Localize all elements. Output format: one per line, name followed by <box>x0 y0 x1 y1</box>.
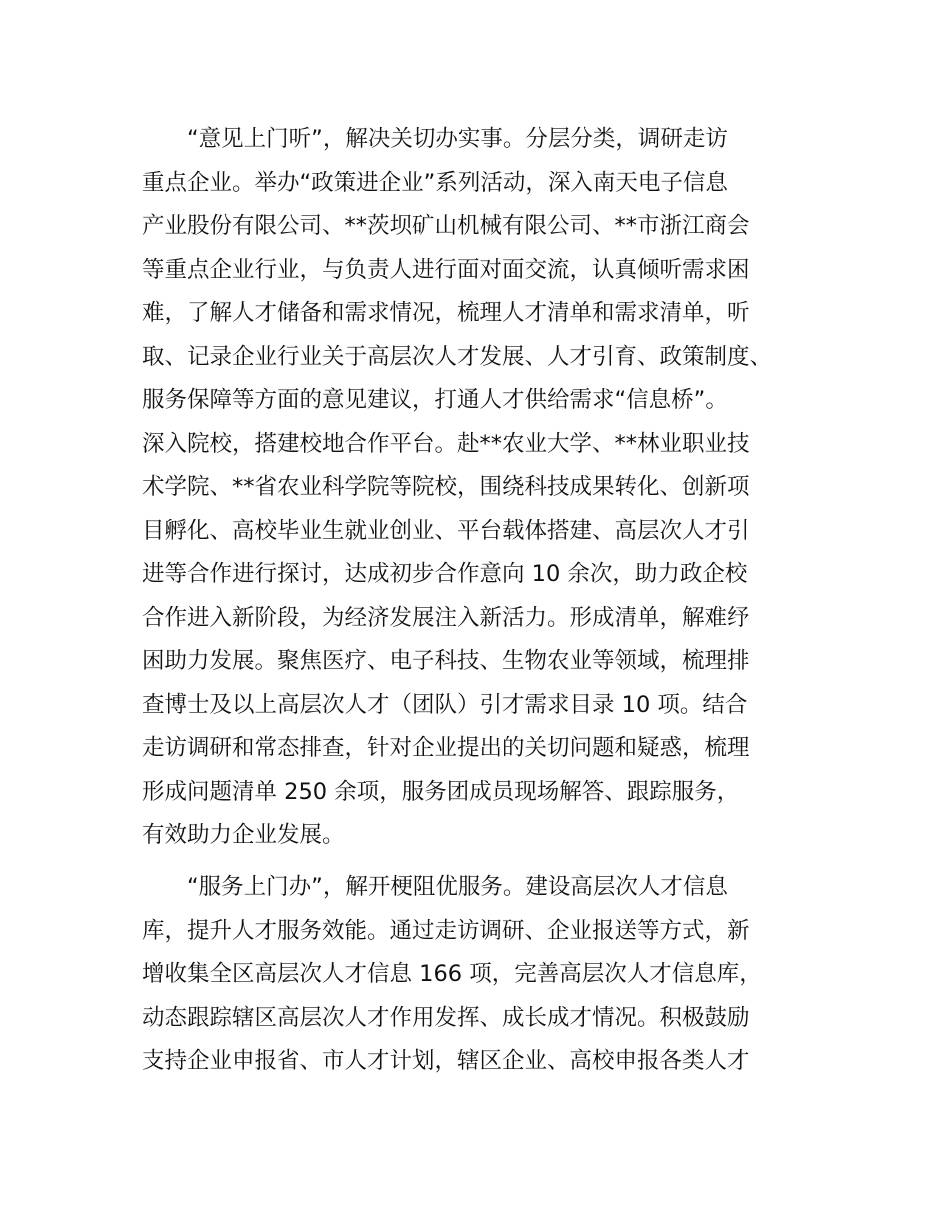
paragraph-1 <box>142 118 842 858</box>
paragraph-1-line: 等重点企业行业，与负责人进行面对面交流，认真倾听需求困 <box>142 256 750 283</box>
paragraph-2-line: 增收集全区高层次人才信息 166 项，完善高层次人才信息库， <box>142 961 762 987</box>
paragraph-1-line: 合作进入新阶段，为经济发展注入新活力。形成清单，解难纾 <box>142 604 750 631</box>
paragraph-1-line: 产业股份有限公司、**茨坝矿山机械有限公司、**市浙江商会 <box>142 213 750 239</box>
paragraph-1-line: 取、记录企业行业关于高层次人才发展、人才引育、政策制度、 <box>142 343 773 370</box>
paragraph-2-line: 支持企业申报省、市人才计划，辖区企业、高校申报各类人才 <box>142 1048 750 1074</box>
paragraph-2 <box>142 866 842 1084</box>
paragraph-1-line: 服务保障等方面的意见建议，打通人才供给需求“信息桥”。 <box>142 387 728 413</box>
paragraph-1-line: 形成问题清单 250 余项，服务团成员现场解答、跟踪服务， <box>142 778 740 805</box>
paragraph-2-line: “服务上门办”，解开梗阻优服务。建设高层次人才信息 <box>142 874 728 900</box>
paragraph-1-line: 深入院校，搭建校地合作平台。赴**农业大学、**林业职业技 <box>142 430 750 457</box>
paragraph-1-line: 走访调研和常态排查，针对企业提出的关切问题和疑惑，梳理 <box>142 735 750 761</box>
paragraph-1-line: 有效助力企业发展。 <box>142 822 345 848</box>
paragraph-1-line: 难，了解人才储备和需求情况，梳理人才清单和需求清单，听 <box>142 300 750 326</box>
paragraph-1-line: 进等合作进行探讨，达成初步合作意向 10 余次，助力政企校 <box>142 561 748 587</box>
paragraph-1-line: 重点企业。举办“政策进企业”系列活动，深入南天电子信息 <box>142 169 728 196</box>
paragraph-2-line: 动态跟踪辖区高层次人才作用发挥、成长成才情况。积极鼓励 <box>142 1004 750 1031</box>
paragraph-1-line: 目孵化、高校毕业生就业创业、平台载体搭建、高层次人才引 <box>142 517 750 544</box>
paragraph-2-line: 库，提升人才服务效能。通过走访调研、企业报送等方式，新 <box>142 917 750 944</box>
paragraph-1-line: 术学院、**省农业科学院等院校，围绕科技成果转化、创新项 <box>142 474 750 500</box>
paragraph-1-line: “意见上门听”，解决关切办实事。分层分类，调研走访 <box>142 126 728 152</box>
paragraph-1-line: 困助力发展。聚焦医疗、电子科技、生物农业等领域，梳理排 <box>142 648 750 674</box>
paragraph-1-line: 查博士及以上高层次人才（团队）引才需求目录 10 项。结合 <box>142 691 748 718</box>
